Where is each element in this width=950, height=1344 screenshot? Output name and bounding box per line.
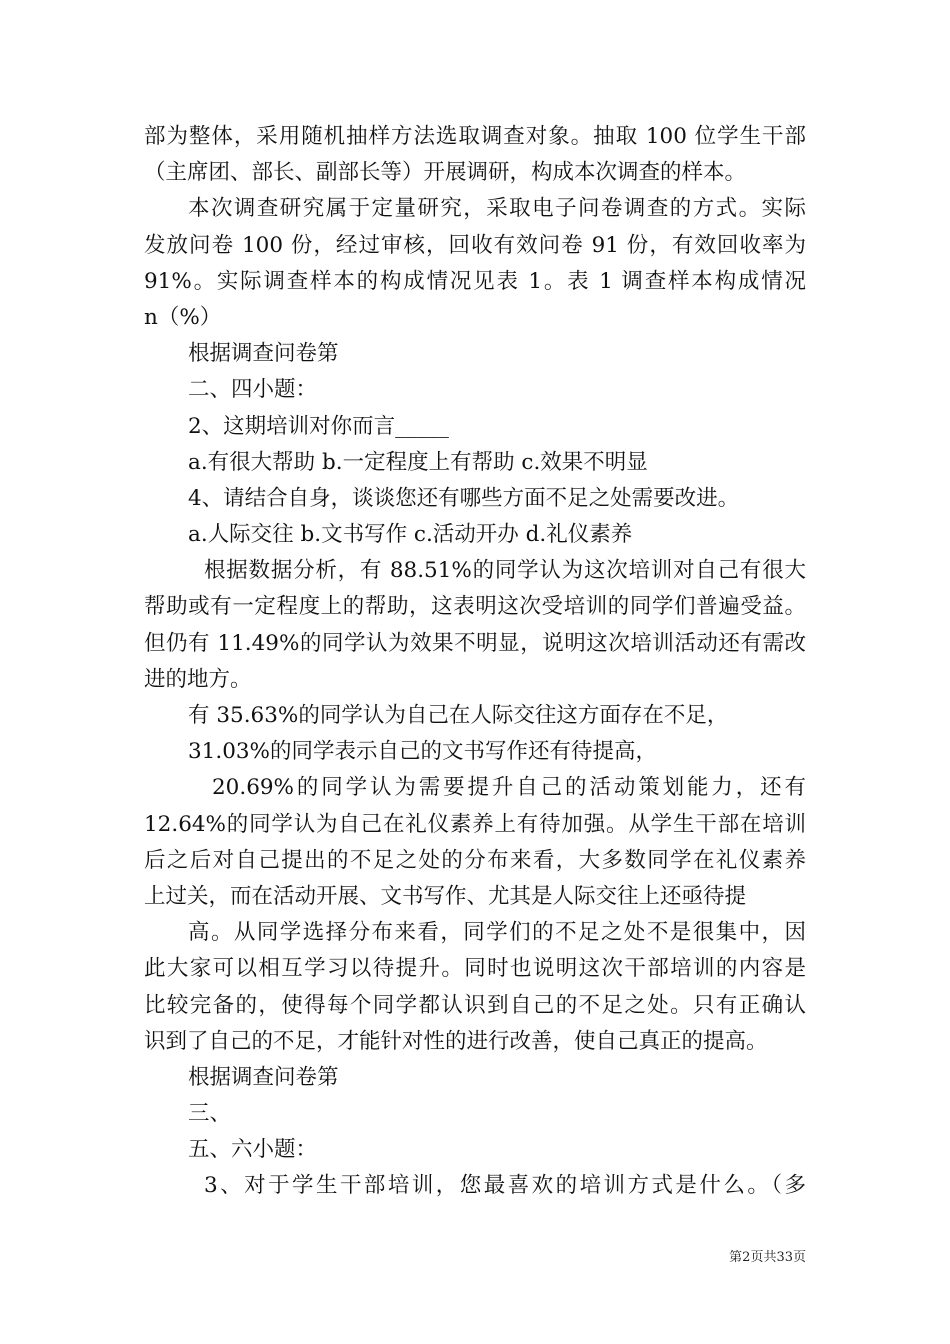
- text-line: n（%）: [144, 304, 222, 330]
- text-line: 本次调查研究属于定量研究，采取电子问卷调查的方式。实际: [188, 196, 806, 222]
- text-line: 91%。实际调查样本的构成情况见表 1。表 1 调查样本构成情况: [144, 268, 806, 294]
- text-line: 三、: [188, 1101, 232, 1127]
- text-line: 进的地方。: [144, 666, 252, 692]
- text-line: 12.64%的同学认为自己在礼仪素养上有待加强。从学生干部在培训: [144, 811, 806, 837]
- text-line: 部为整体，采用随机抽样方法选取调查对象。抽取 100 位学生干部: [144, 124, 806, 149]
- document-body: [144, 119, 806, 1205]
- text-line: 20.69%的同学认为需要提升自己的活动策划能力，还有: [212, 775, 806, 801]
- text-line: 根据数据分析，有 88.51%的同学认为这次培训对自己有很大: [204, 558, 806, 584]
- text-line: 二、四小题：: [188, 377, 318, 403]
- text-line: 但仍有 11.49%的同学认为效果不明显，说明这次培训活动还有需改: [144, 630, 806, 656]
- text-line: 根据调查问卷第: [188, 341, 339, 367]
- text-line: 有 35.63%的同学认为自己在人际交往这方面存在不足，: [188, 703, 729, 728]
- text-line: 比较完备的，使得每个同学都认识到自己的不足之处。只有正确认: [144, 992, 806, 1018]
- text-line: a.有很大帮助 b.一定程度上有帮助 c.效果不明显: [188, 449, 648, 475]
- text-line: 后之后对自己提出的不足之处的分布来看，大多数同学在礼仪素养: [144, 847, 806, 873]
- page-number-footer: 第2页共33页: [729, 1250, 806, 1265]
- text-line: 此大家可以相互学习以待提升。同时也说明这次干部培训的内容是: [144, 956, 806, 982]
- text-line: 4、请结合自身，谈谈您还有哪些方面不足之处需要改进。: [188, 485, 740, 511]
- text-line: 高。从同学选择分布来看，同学们的不足之处不是很集中，因: [188, 920, 806, 946]
- text-line: 识到了自己的不足，才能针对性的进行改善，使自己真正的提高。: [144, 1028, 768, 1054]
- text-line: 五、六小题：: [188, 1137, 318, 1163]
- text-line: （主席团、部长、副部长等）开展调研，构成本次调查的样本。: [144, 160, 747, 186]
- text-line: 3、对于学生干部培训，您最喜欢的培训方式是什么。（多: [204, 1173, 806, 1199]
- text-line: 帮助或有一定程度上的帮助，这表明这次受培训的同学们普遍受益。: [144, 594, 806, 620]
- text-line: a.人际交往 b.文书写作 c.活动开办 d.礼仪素养: [188, 522, 633, 548]
- text-line: 根据调查问卷第: [188, 1064, 339, 1090]
- text-line: 上过关，而在活动开展、文书写作、尤其是人际交往上还亟待提: [144, 883, 747, 909]
- text-line: 2、这期培训对你而言_____: [188, 413, 449, 439]
- text-line: 发放问卷 100 份，经过审核，回收有效问卷 91 份，有效回收率为: [144, 232, 806, 258]
- text-line: 31.03%的同学表示自己的文书写作还有待提高，: [188, 739, 657, 765]
